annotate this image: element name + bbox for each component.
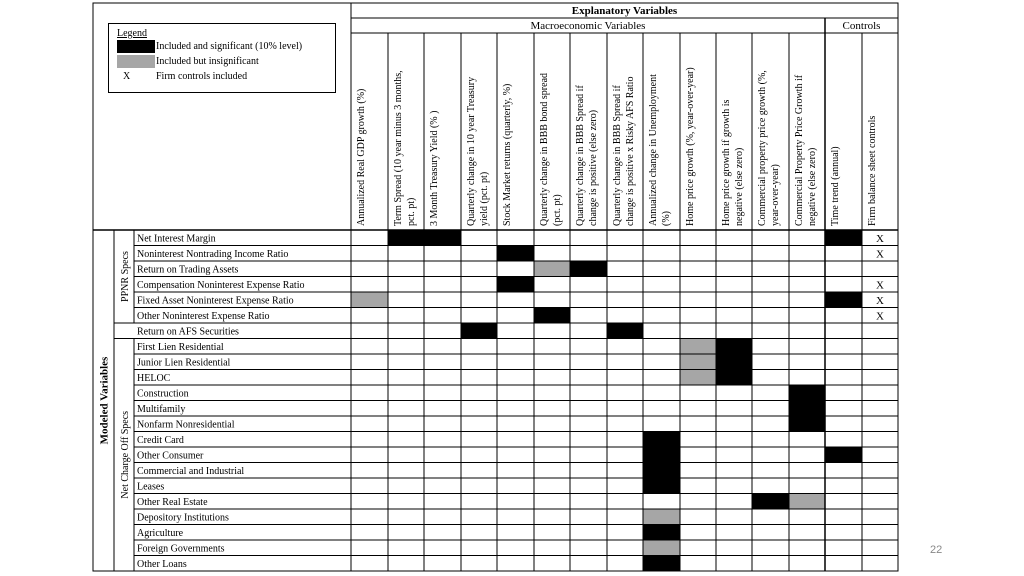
column-header: change is positive (else zero): [588, 109, 599, 226]
significant-cell: [825, 447, 862, 463]
column-header: Time trend (annual): [830, 146, 841, 226]
row-label: First Lien Residential: [137, 342, 224, 353]
row-label: Credit Card: [137, 435, 184, 446]
column-header: Home price growth if growth is: [721, 99, 732, 226]
row-label: Multifamily: [137, 404, 186, 415]
column-header: Quarterly change in BBB Spread if: [575, 85, 586, 226]
row-label: Other Consumer: [137, 450, 204, 462]
row-label: Fixed Asset Noninterest Expense Ratio: [137, 295, 294, 307]
firm-control-x-mark: X: [876, 295, 884, 307]
row-label: Return on Trading Assets: [137, 264, 239, 276]
significant-cell: [716, 370, 752, 386]
row-label: Leases: [137, 481, 165, 493]
group-label: Net Charge Off Specs: [120, 410, 131, 499]
column-header: pct. pt): [406, 197, 417, 226]
legend-symbol-x: X: [123, 71, 131, 82]
significant-cell: [825, 230, 862, 246]
firm-control-x-mark: X: [876, 233, 884, 245]
significant-cell: [643, 525, 680, 541]
significant-cell: [643, 556, 680, 572]
significant-cell: [643, 463, 680, 479]
firm-control-x-mark: X: [876, 248, 884, 261]
row-label: Nonfarm Nonresidential: [137, 419, 235, 431]
column-header: Home price growth (%, year-over-year): [685, 67, 696, 226]
legend-swatch-significant: [117, 40, 155, 53]
column-header: Commercial Property Price Growth if: [794, 74, 805, 226]
significant-cell: [825, 292, 862, 308]
significant-cell: [607, 323, 643, 339]
significant-cell: [461, 323, 497, 339]
header-macro-label: Macroeconomic Variables: [530, 20, 646, 32]
significant-cell: [534, 308, 570, 324]
column-header: Annualized Real GDP growth (%): [356, 88, 367, 226]
row-axis-label: Modeled Variables: [98, 356, 111, 445]
header-title: Explanatory Variables: [571, 5, 678, 17]
column-header: negative (else zero): [807, 147, 818, 226]
row-label: Net Interest Margin: [137, 233, 216, 245]
insignificant-cell: [680, 339, 716, 355]
significant-cell: [716, 339, 752, 355]
column-header: change is positive x Risky AFS Ratio: [625, 76, 636, 226]
row-label: Return on AFS Securities: [137, 326, 239, 338]
row-label: Construction: [137, 388, 189, 400]
insignificant-cell: [789, 494, 825, 510]
group-label: PPNR Specs: [120, 251, 131, 302]
row-label: Noninterest Nontrading Income Ratio: [137, 249, 289, 260]
significant-cell: [789, 401, 825, 417]
column-header: Stock Market returns (quarterly, %): [502, 83, 513, 226]
row-label: Compensation Noninterest Expense Ratio: [137, 280, 305, 291]
firm-control-x-mark: X: [876, 279, 884, 292]
significant-cell: [789, 385, 825, 401]
column-header: yield (pct. pt): [479, 171, 490, 226]
insignificant-cell: [643, 540, 680, 556]
row-label: Other Noninterest Expense Ratio: [137, 311, 270, 322]
column-header: Commercial property price growth (%,: [757, 70, 768, 226]
column-header: Term Spread (10 year minus 3 months,: [393, 70, 404, 226]
insignificant-cell: [534, 261, 570, 277]
significant-cell: [789, 416, 825, 432]
legend-label-significant: Included and significant (10% level): [156, 41, 303, 52]
column-header: negative (else zero): [734, 147, 745, 226]
significant-cell: [643, 432, 680, 448]
insignificant-cell: [643, 509, 680, 525]
column-header: (%): [661, 211, 672, 226]
row-label: Other Real Estate: [137, 497, 208, 508]
significant-cell: [570, 261, 607, 277]
header-controls-label: Controls: [842, 20, 881, 32]
row-label: Commercial and Industrial: [137, 466, 245, 477]
column-header: (pct. pt): [552, 194, 563, 226]
row-label: Agriculture: [137, 528, 184, 539]
row-label: Depository Institutions: [137, 512, 229, 524]
row-label: Other Loans: [137, 559, 187, 570]
legend-box: [108, 23, 336, 93]
column-header: year-over-year): [770, 164, 781, 226]
significant-cell: [752, 494, 789, 510]
row-label: Junior Lien Residential: [137, 357, 231, 369]
column-header: Quarterly change in 10 year Treasury: [466, 76, 477, 226]
legend-label-insignificant: Included but insignificant: [156, 56, 259, 67]
legend-swatch-insignificant: [117, 55, 155, 68]
significant-cell: [716, 354, 752, 370]
significant-cell: [643, 447, 680, 463]
column-header: Annualized change in Unemployment: [648, 74, 659, 226]
significant-cell: [388, 230, 424, 246]
row-label: HELOC: [137, 373, 171, 384]
row-label: Foreign Governments: [137, 543, 225, 555]
significant-cell: [497, 277, 534, 293]
insignificant-cell: [680, 354, 716, 370]
page-number: 22: [930, 544, 943, 556]
firm-control-x-mark: X: [876, 310, 884, 323]
legend-label-firm-controls: Firm controls included: [156, 71, 248, 82]
significant-cell: [643, 478, 680, 494]
legend-title: Legend: [117, 28, 147, 39]
significant-cell: [497, 246, 534, 262]
column-header: Quarterly change in BBB bond spread: [539, 72, 550, 226]
insignificant-cell: [351, 292, 388, 308]
column-header: Quarterly change in BBB Spread if: [612, 85, 623, 226]
column-header: 3 Month Treasury Yield (% ): [429, 110, 440, 226]
column-header: Firm balance sheet controls: [867, 115, 878, 226]
insignificant-cell: [680, 370, 716, 386]
significant-cell: [424, 230, 461, 246]
